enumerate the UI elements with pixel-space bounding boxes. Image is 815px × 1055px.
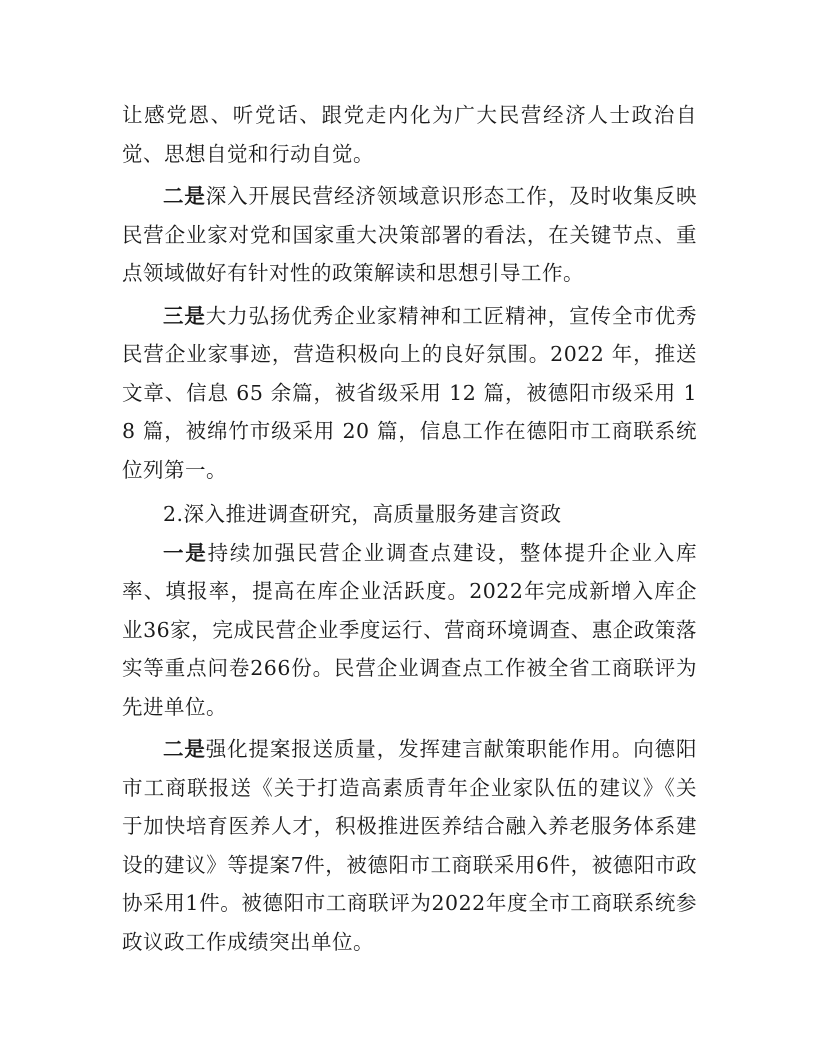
- document-body: [122, 96, 697, 961]
- section-heading: [122, 495, 697, 534]
- paragraph-text: 持续加强民营企业调查点建设，整体提升企业入库率、填报率，提高在库企业活跃度。2022年完成新增入库企业36家，完成民营企业季度运行、营商环境调查、惠企政策落实等重点问卷266份。民营企业调查点工作被全省工商联评为先进单位。: [122, 540, 697, 719]
- paragraph-lead: 一是: [163, 540, 208, 565]
- paragraph-lead: 二是: [163, 737, 206, 761]
- paragraph-lead: 二是: [163, 184, 206, 208]
- paragraph-political-awareness: [122, 96, 697, 173]
- paragraph-ideology-work: [122, 177, 697, 293]
- paragraph-text: 强化提案报送质量，发挥建言献策职能作用。向德阳市工商联报送《关于打造高素质青年企业家队伍的建议》《关于加快培育医养人才，积极推进医养结合融入养老服务体系建设的建议》等提案7件，被德阳市工商联采用6件，被德阳市政协采用1件。被德阳市工商联评为2022年度全市工商联系统参政议政工作成绩突出单位。: [122, 737, 697, 954]
- paragraph-text: 让感党恩、听党话、跟党走内化为广大民营经济人士政治自觉、思想自觉和行动自觉。: [122, 103, 697, 166]
- paragraph-proposals: [122, 730, 697, 961]
- paragraph-text: 深入开展民营经济领域意识形态工作，及时收集反映民营企业家对党和国家重大决策部署的看法，在关键节点、重点领域做好有针对性的政策解读和思想引导工作。: [122, 184, 697, 285]
- paragraph-entrepreneur-spirit: [122, 297, 697, 490]
- paragraph-lead: 三是: [163, 303, 206, 328]
- paragraph-text: 大力弘扬优秀企业家精神和工匠精神，宣传全市优秀民营企业家事迹，营造积极向上的良好氛围。2022 年，推送文章、信息 65 余篇，被省级采用 12 篇，被德阳市级采用 18 篇，被绵竹市级采用 20 篇，信息工作在德阳市工商联系统位列第一。: [122, 303, 697, 482]
- section-heading-text: 2.深入推进调查研究，高质量服务建言资政: [163, 502, 562, 526]
- paragraph-survey-points: [122, 534, 697, 727]
